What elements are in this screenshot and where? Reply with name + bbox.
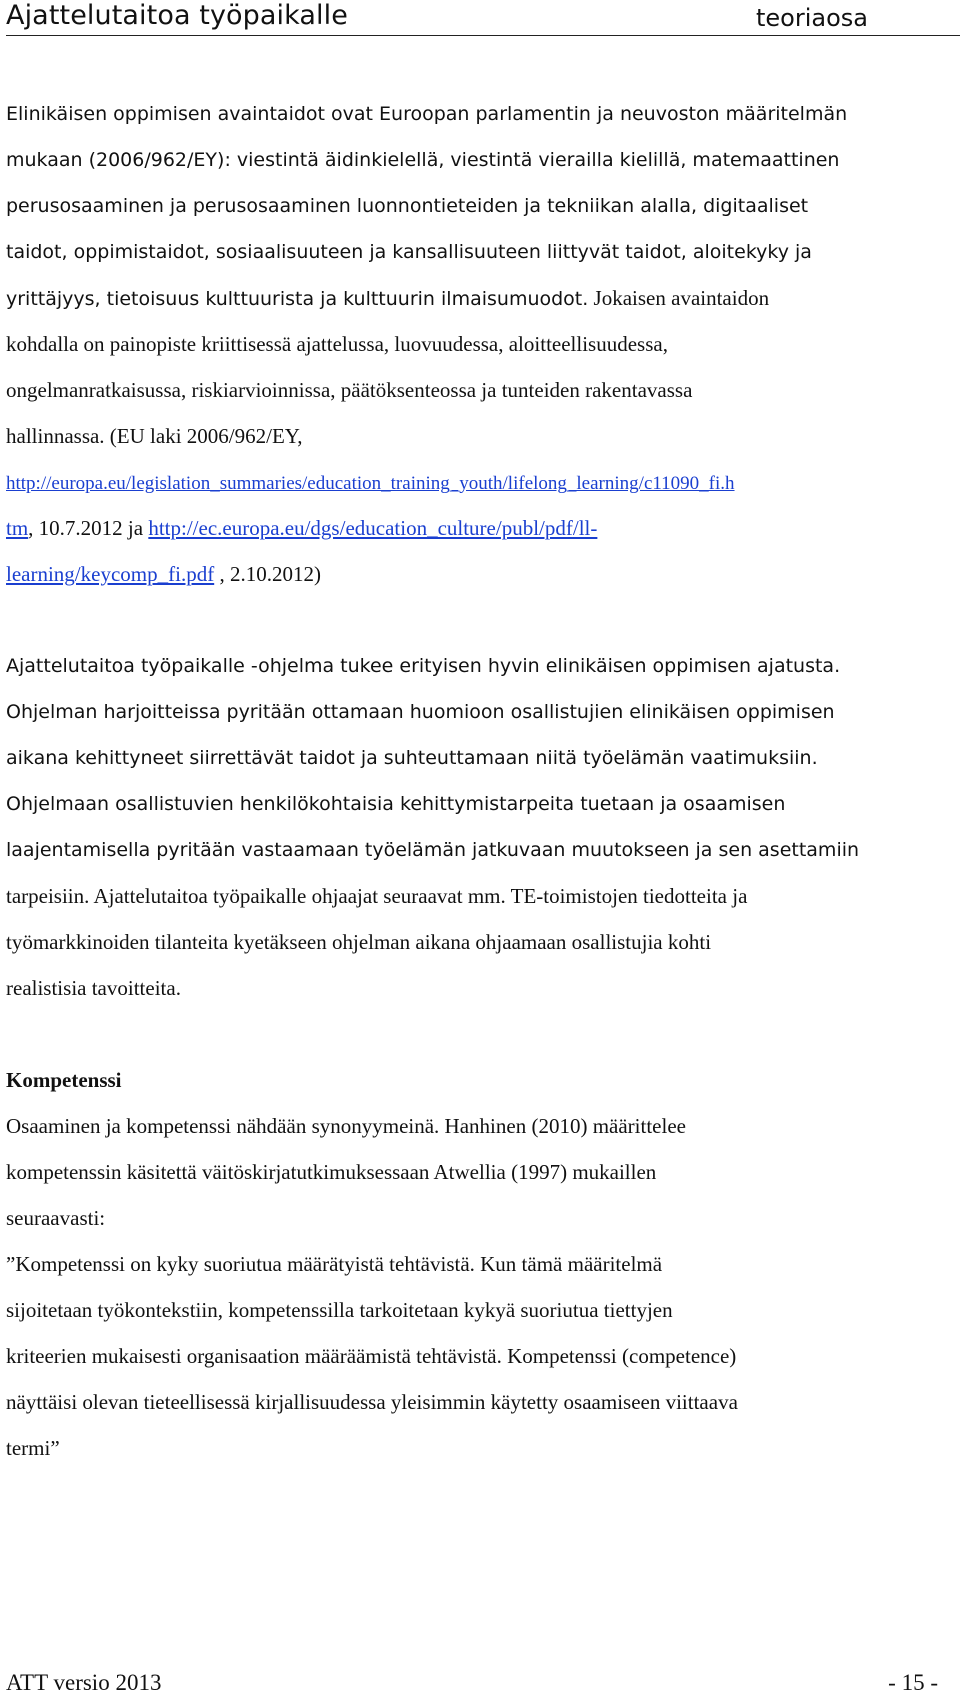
text-line: laajentamisella pyritään vastaamaan työelämän jatkuvaan muutokseen ja sen asettamiin <box>6 839 860 861</box>
section-label: teoriaosa <box>756 4 868 32</box>
text-line: Ajattelutaitoa työpaikalle -ohjelma tukee erityisen hyvin elinikäisen oppimisen ajatusta. <box>6 655 841 677</box>
paragraph-competence <box>6 1103 958 1471</box>
paragraph-key-competences <box>6 91 958 597</box>
text-line: työmarkkinoiden tilanteita kyetäkseen ohjelman aikana ohjaamaan osallistujia kohti <box>6 930 712 954</box>
quote-line: sijoitetaan työkontekstiin, kompetenssilla tarkoitetaan kykyä suoriutua tiettyjen <box>6 1298 673 1322</box>
text-line: tarpeisiin. Ajattelutaitoa työpaikalle ohjaajat seuraavat mm. TE-toimistojen tiedotteita ja <box>6 884 748 908</box>
text-line: Ohjelmaan osallistuvien henkilökohtaisia kehittymistarpeita tuetaan ja osaamisen <box>6 793 786 815</box>
paragraph-spacer <box>6 1011 958 1057</box>
section-heading: Kompetenssi <box>6 1068 122 1092</box>
text-line-link <box>6 459 958 505</box>
text-line: Ohjelman harjoitteissa pyritään ottamaan huomioon osallistujien elinikäisen oppimisen <box>6 701 835 723</box>
europa-legislation-link[interactable]: http://europa.eu/legislation_summaries/education_training_youth/lifelong_learning/c11090_fi.h <box>6 473 735 494</box>
text-line: perusosaaminen ja perusosaaminen luonnontieteiden ja tekniikan alalla, digitaaliset <box>6 195 809 217</box>
text-segment: yrittäjyys, tietoisuus kulttuurista ja kulttuurin ilmaisumuodot. <box>6 288 589 310</box>
page-header <box>6 0 960 36</box>
text-line: realistisia tavoitteita. <box>6 976 181 1000</box>
text-line: Osaaminen ja kompetenssi nähdään synonyymeinä. Hanhinen (2010) määrittelee <box>6 1114 686 1138</box>
quote-line: termi” <box>6 1436 60 1460</box>
text-segment: Jokaisen avaintaidon <box>588 286 770 310</box>
text-segment: , 10.7.2012 ja <box>28 516 149 540</box>
paragraph-program <box>6 643 958 1011</box>
quote-line: näyttäisi olevan tieteellisessä kirjallisuudessa yleisimmin käytetty osaamiseen viittaava <box>6 1390 738 1414</box>
footer-version: ATT versio 2013 <box>6 1670 162 1695</box>
text-line: ongelmanratkaisussa, riskiarvioinnissa, päätöksenteossa ja tunteiden rakentavassa <box>6 378 693 402</box>
text-line: mukaan (2006/962/EY): viestintä äidinkielellä, viestintä vierailla kielillä, matemaattinen <box>6 149 840 171</box>
text-segment: , 2.10.2012) <box>214 562 321 586</box>
paragraph-spacer <box>6 597 958 643</box>
page-content <box>6 91 958 1471</box>
text-line: seuraavasti: <box>6 1206 106 1230</box>
text-line: Elinikäisen oppimisen avaintaidot ovat Euroopan parlamentin ja neuvoston määritelmän <box>6 103 848 125</box>
quote-line: kriteerien mukaisesti organisaation määräämistä tehtävistä. Kompetenssi (competence) <box>6 1344 737 1368</box>
ec-europa-pdf-link-cont[interactable]: learning/keycomp_fi.pdf <box>6 562 215 586</box>
text-line-link <box>6 551 958 597</box>
ec-europa-pdf-link[interactable]: http://ec.europa.eu/dgs/education_culture/publ/pdf/ll- <box>148 516 598 540</box>
text-line-link <box>6 505 958 551</box>
document-title: Ajattelutaitoa työpaikalle <box>6 0 348 31</box>
europa-legislation-link-cont[interactable]: tm <box>6 516 29 540</box>
text-line: kompetenssin käsitettä väitöskirjatutkimuksessaan Atwellia (1997) mukaillen <box>6 1160 657 1184</box>
quote-line: ”Kompetenssi on kyky suoriutua määrätyistä tehtävistä. Kun tämä määritelmä <box>6 1252 663 1276</box>
text-line-mixed <box>6 275 958 321</box>
text-line: taidot, oppimistaidot, sosiaalisuuteen ja kansallisuuteen liittyvät taidot, aloitekyky ja <box>6 241 812 263</box>
text-line: kohdalla on painopiste kriittisessä ajattelussa, luovuudessa, aloitteellisuudessa, <box>6 332 668 356</box>
text-line: hallinnassa. (EU laki 2006/962/EY, <box>6 424 303 448</box>
page-number: - 15 - <box>888 1670 938 1695</box>
text-line: aikana kehittyneet siirrettävät taidot ja suhteuttamaan niitä työelämän vaatimuksiin. <box>6 747 818 769</box>
